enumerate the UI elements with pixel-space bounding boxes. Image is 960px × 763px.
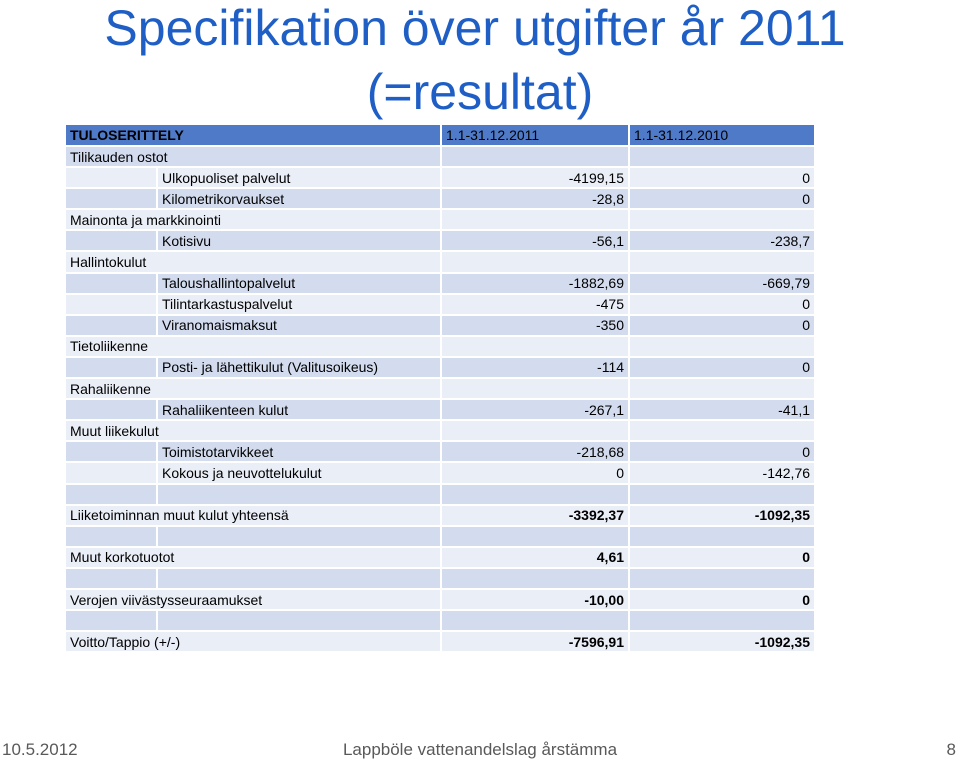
row-indent-cell <box>66 358 158 379</box>
page-title-line1: Specifikation över utgifter år 2011 <box>104 0 846 56</box>
row-value-2010 <box>630 147 816 168</box>
row-value-2011 <box>442 485 630 506</box>
table-row <box>66 252 816 273</box>
table-row <box>66 147 816 168</box>
table-row <box>66 421 816 442</box>
row-value-2011: -56,1 <box>442 231 630 252</box>
row-indent-cell <box>66 463 158 484</box>
row-group-label: Muut korkotuotot <box>66 548 442 569</box>
result-table <box>66 125 816 653</box>
table-row <box>66 337 816 358</box>
row-group-label: Rahaliikenne <box>66 379 442 400</box>
row-indent-cell <box>66 527 158 548</box>
row-value-2010 <box>630 485 816 506</box>
table-row <box>66 316 816 337</box>
table-row <box>66 442 816 463</box>
row-value-2010 <box>630 527 816 548</box>
table-row <box>66 210 816 231</box>
row-indent-cell <box>66 231 158 252</box>
row-value-2011: 0 <box>442 463 630 484</box>
row-value-2011 <box>442 147 630 168</box>
row-group-label: Verojen viivästysseuraamukset <box>66 590 442 611</box>
row-value-2010: 0 <box>630 590 816 611</box>
row-value-2010 <box>630 611 816 632</box>
row-value-2011: -267,1 <box>442 400 630 421</box>
row-item-label: Rahaliikenteen kulut <box>158 400 442 421</box>
table-row <box>66 274 816 295</box>
row-value-2011: 4,61 <box>442 548 630 569</box>
page-title-line2: (=resultat) <box>366 64 594 120</box>
row-value-2010: -142,76 <box>630 463 816 484</box>
header-label: TULOSERITTELY <box>66 125 442 147</box>
table-row <box>66 400 816 421</box>
row-value-2010 <box>630 421 816 442</box>
row-value-2011: -1882,69 <box>442 274 630 295</box>
row-value-2010: -1092,35 <box>630 506 816 527</box>
row-value-2010: 0 <box>630 295 816 316</box>
row-group-label: Liiketoiminnan muut kulut yhteensä <box>66 506 442 527</box>
header-col-2011: 1.1-31.12.2011 <box>442 125 630 147</box>
row-item-label: Kotisivu <box>158 231 442 252</box>
row-value-2010 <box>630 252 816 273</box>
row-value-2010 <box>630 379 816 400</box>
page-title <box>0 0 960 124</box>
row-value-2011 <box>442 379 630 400</box>
table-row <box>66 548 816 569</box>
row-item-label <box>158 527 442 548</box>
row-group-label: Tilikauden ostot <box>66 147 442 168</box>
footer-title: Lappböle vattenandelslag årstämma <box>342 740 618 759</box>
table-row <box>66 358 816 379</box>
row-value-2011: -28,8 <box>442 189 630 210</box>
row-value-2010: 0 <box>630 442 816 463</box>
row-value-2011 <box>442 210 630 231</box>
table-row <box>66 590 816 611</box>
table-row <box>66 168 816 189</box>
row-item-label: Taloushallintopalvelut <box>158 274 442 295</box>
row-group-label: Tietoliikenne <box>66 337 442 358</box>
row-item-label: Kokous ja neuvottelukulut <box>158 463 442 484</box>
row-value-2010 <box>630 569 816 590</box>
footer-date: 10.5.2012 <box>2 740 78 759</box>
row-value-2010 <box>630 210 816 231</box>
row-value-2010: 0 <box>630 189 816 210</box>
table-header-row <box>66 125 816 147</box>
row-indent-cell <box>66 316 158 337</box>
row-item-label <box>158 569 442 590</box>
row-item-label: Toimistotarvikkeet <box>158 442 442 463</box>
row-value-2010: -238,7 <box>630 231 816 252</box>
row-value-2011 <box>442 611 630 632</box>
table-row <box>66 231 816 252</box>
table-row <box>66 379 816 400</box>
row-item-label <box>158 485 442 506</box>
table-row <box>66 506 816 527</box>
table-row <box>66 632 816 653</box>
row-value-2010: 0 <box>630 358 816 379</box>
table-row <box>66 569 816 590</box>
footer-page-number: 8 <box>946 740 956 759</box>
row-item-label: Viranomaismaksut <box>158 316 442 337</box>
header-col-2010: 1.1-31.12.2010 <box>630 125 816 147</box>
row-value-2011: -114 <box>442 358 630 379</box>
row-group-label: Mainonta ja markkinointi <box>66 210 442 231</box>
row-value-2011: -3392,37 <box>442 506 630 527</box>
table-row <box>66 485 816 506</box>
row-value-2011: -218,68 <box>442 442 630 463</box>
row-value-2010 <box>630 337 816 358</box>
row-indent-cell <box>66 168 158 189</box>
row-indent-cell <box>66 400 158 421</box>
row-indent-cell <box>66 442 158 463</box>
table-row <box>66 611 816 632</box>
table-row <box>66 189 816 210</box>
row-indent-cell <box>66 189 158 210</box>
row-value-2011 <box>442 527 630 548</box>
row-value-2011: -475 <box>442 295 630 316</box>
row-value-2010: -669,79 <box>630 274 816 295</box>
row-item-label: Kilometrikorvaukset <box>158 189 442 210</box>
row-value-2010: 0 <box>630 548 816 569</box>
row-value-2010: -41,1 <box>630 400 816 421</box>
row-value-2010: -1092,35 <box>630 632 816 653</box>
row-indent-cell <box>66 274 158 295</box>
table-row <box>66 463 816 484</box>
row-indent-cell <box>66 295 158 316</box>
row-item-label: Posti- ja lähettikulut (Valitusoikeus) <box>158 358 442 379</box>
row-value-2011: -350 <box>442 316 630 337</box>
row-item-label: Tilintarkastuspalvelut <box>158 295 442 316</box>
row-value-2011: -4199,15 <box>442 168 630 189</box>
row-indent-cell <box>66 485 158 506</box>
result-table-container <box>66 125 816 653</box>
row-item-label <box>158 611 442 632</box>
row-indent-cell <box>66 569 158 590</box>
row-value-2011 <box>442 252 630 273</box>
row-value-2011: -10,00 <box>442 590 630 611</box>
row-value-2011: -7596,91 <box>442 632 630 653</box>
row-value-2011 <box>442 421 630 442</box>
table-row <box>66 295 816 316</box>
row-group-label: Muut liikekulut <box>66 421 442 442</box>
row-group-label: Hallintokulut <box>66 252 442 273</box>
row-value-2011 <box>442 337 630 358</box>
row-indent-cell <box>66 611 158 632</box>
row-item-label: Ulkopuoliset palvelut <box>158 168 442 189</box>
table-row <box>66 527 816 548</box>
row-value-2010: 0 <box>630 168 816 189</box>
row-value-2010: 0 <box>630 316 816 337</box>
row-group-label: Voitto/Tappio (+/-) <box>66 632 442 653</box>
row-value-2011 <box>442 569 630 590</box>
